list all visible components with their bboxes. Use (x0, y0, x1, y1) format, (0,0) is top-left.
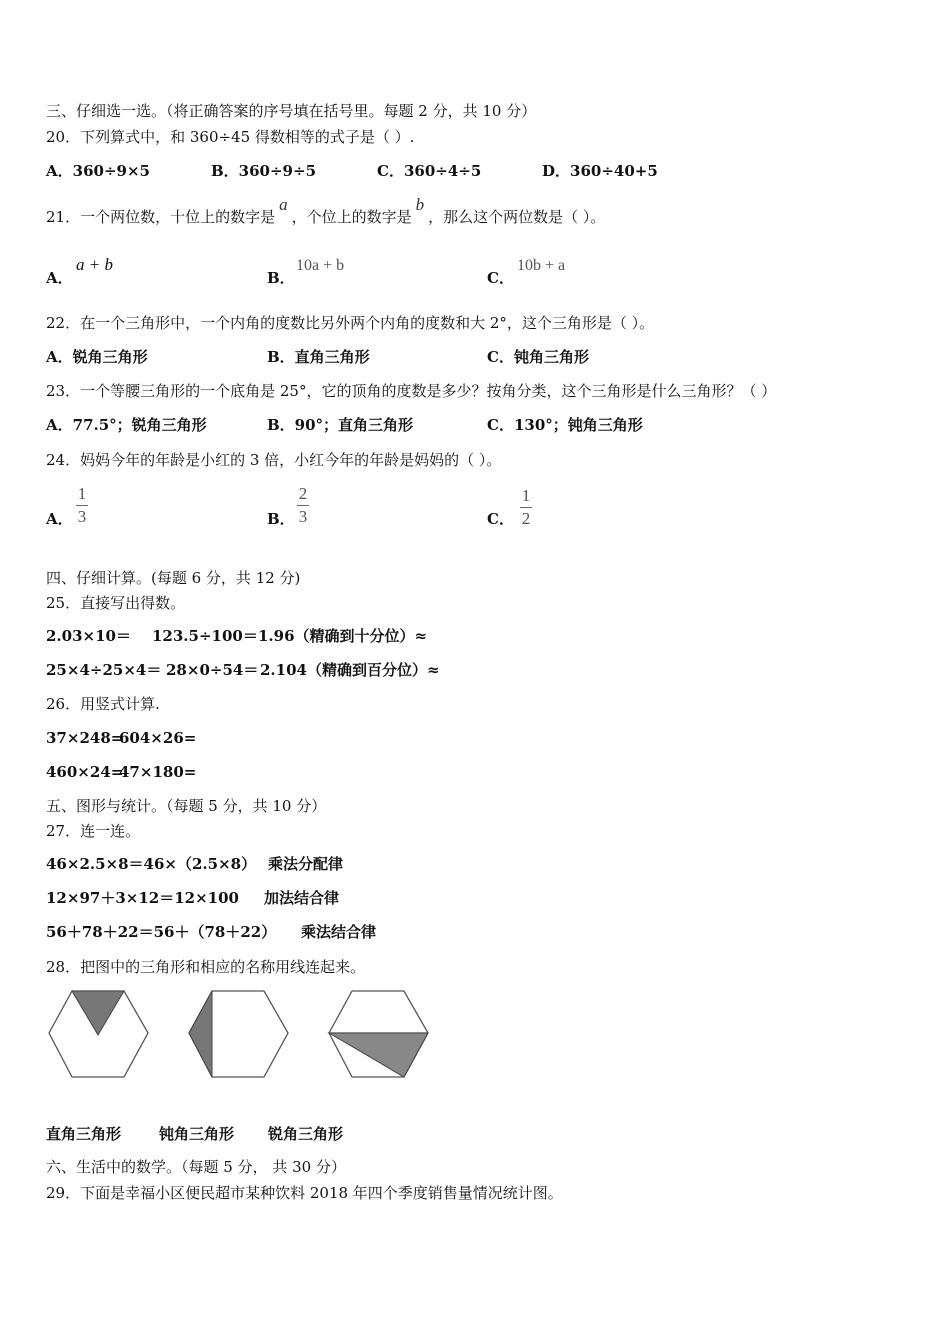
q21-stem-part1: 21．一个两位数，十位上的数字是 (46, 208, 276, 226)
q26-item: 460×24= (46, 763, 124, 781)
q25-item: 2.104（精确到百分位）≈ (260, 661, 440, 679)
section3-heading: 三、仔细选一选。（将正确答案的序号填在括号里。每题 2 分，共 10 分） (46, 102, 537, 120)
fraction-denominator: 3 (77, 507, 87, 526)
q25-item: 123.5÷100＝ (152, 627, 258, 645)
q28-stem: 28．把图中的三角形和相应的名称用线连起来。 (46, 958, 366, 976)
q27-right-item: 乘法分配律 (268, 855, 344, 873)
q29-stem: 29．下面是幸福小区便民超市某种饮料 2018 年四个季度销售量情况统计图。 (46, 1184, 563, 1202)
q21-option-c-expr: 10b + a (517, 257, 566, 274)
fraction-bar (297, 505, 309, 506)
q27-left-item: 46×2.5×8＝46×（2.5×8） (46, 855, 257, 873)
q23-option-b: B．90°；直角三角形 (267, 416, 414, 434)
q21-stem-part3: ，那么这个两位数是（ ）。 (428, 208, 606, 226)
section4-heading: 四、仔细计算。(每题 6 分，共 12 分) (46, 569, 301, 587)
q21-option-a-expr: a + b (76, 255, 113, 274)
q25-item: 1.96（精确到十分位）≈ (258, 627, 428, 645)
q20-stem: 20．下列算式中，和 360÷45 得数相等的式子是（ ）. (46, 128, 415, 146)
q22-option-c: C．钝角三角形 (487, 348, 589, 366)
q24-option-c-fraction (520, 487, 532, 528)
q20-option-c: C．360÷4÷5 (377, 162, 482, 180)
q23-stem: 23．一个等腰三角形的一个底角是 25°，它的顶角的度数是多少？按角分类，这个三角形是什么三角形？（ ） (46, 382, 777, 400)
hexagon-figure-1 (46, 988, 156, 1080)
q24-option-a-label: A． (46, 510, 73, 528)
fraction-bar (520, 507, 532, 508)
q27-left-item: 56＋78＋22＝56＋（78＋22） (46, 923, 277, 941)
q24-option-b-label: B． (267, 510, 295, 528)
q23-option-a: A．77.5°；锐角三角形 (46, 416, 207, 434)
q21-stem-part2: ，个位上的数字是 (291, 208, 412, 226)
q26-stem: 26．用竖式计算. (46, 695, 160, 713)
section6-heading: 六、生活中的数学。（每题 5 分， 共 30 分） (46, 1158, 346, 1176)
q28-name: 钝角三角形 (159, 1125, 235, 1143)
q21-var-a: a (279, 195, 288, 214)
q25-stem: 25．直接写出得数。 (46, 594, 186, 612)
q28-name: 直角三角形 (46, 1125, 122, 1143)
q28-name: 锐角三角形 (268, 1125, 344, 1143)
fraction-numerator: 1 (77, 484, 87, 503)
fraction-numerator: 1 (521, 486, 531, 505)
q27-left-item: 12×97＋3×12＝12×100 (46, 889, 239, 907)
q26-item: 47×180= (119, 763, 197, 781)
q27-stem: 27．连一连。 (46, 822, 141, 840)
q23-option-c: C．130°；钝角三角形 (487, 416, 643, 434)
q22-option-a: A．锐角三角形 (46, 348, 148, 366)
q21-option-a-label: A． (46, 269, 73, 287)
q25-item: 2.03×10＝ (46, 627, 131, 645)
fraction-numerator: 2 (298, 484, 308, 503)
q21-option-c-label: C． (487, 269, 514, 287)
q21-var-b: b (415, 195, 425, 214)
hexagon-figure-3 (326, 988, 436, 1080)
q21-option-b-label: B． (267, 269, 295, 287)
fraction-denominator: 2 (521, 509, 531, 528)
q24-option-b-fraction (297, 485, 309, 526)
q24-stem: 24．妈妈今年的年龄是小红的 3 倍，小红今年的年龄是妈妈的（ ）。 (46, 451, 502, 469)
q24-option-c-label: C． (487, 510, 514, 528)
q20-option-b: B．360÷9÷5 (211, 162, 317, 180)
q25-item: 25×4÷25×4＝ (46, 661, 162, 679)
hexagon-figure-2 (186, 988, 296, 1080)
fraction-bar (76, 505, 88, 506)
q25-item: 28×0÷54＝ (166, 661, 259, 679)
q24-option-a-fraction (76, 485, 88, 526)
q26-item: 37×248= (46, 729, 124, 747)
q26-item: 604×26= (119, 729, 197, 747)
q21-stem (46, 195, 606, 227)
q22-option-b: B．直角三角形 (267, 348, 370, 366)
q27-right-item: 乘法结合律 (301, 923, 377, 941)
fraction-denominator: 3 (298, 507, 308, 526)
q20-option-a: A．360÷9×5 (46, 162, 150, 180)
q22-stem: 22．在一个三角形中，一个内角的度数比另外两个内角的度数和大 2°，这个三角形是（ ）。 (46, 314, 655, 332)
q20-option-d: D．360÷40+5 (542, 162, 658, 180)
q21-option-b-expr: 10a + b (296, 257, 345, 274)
section5-heading: 五、图形与统计。（每题 5 分，共 10 分） (46, 797, 327, 815)
q27-right-item: 加法结合律 (264, 889, 340, 907)
